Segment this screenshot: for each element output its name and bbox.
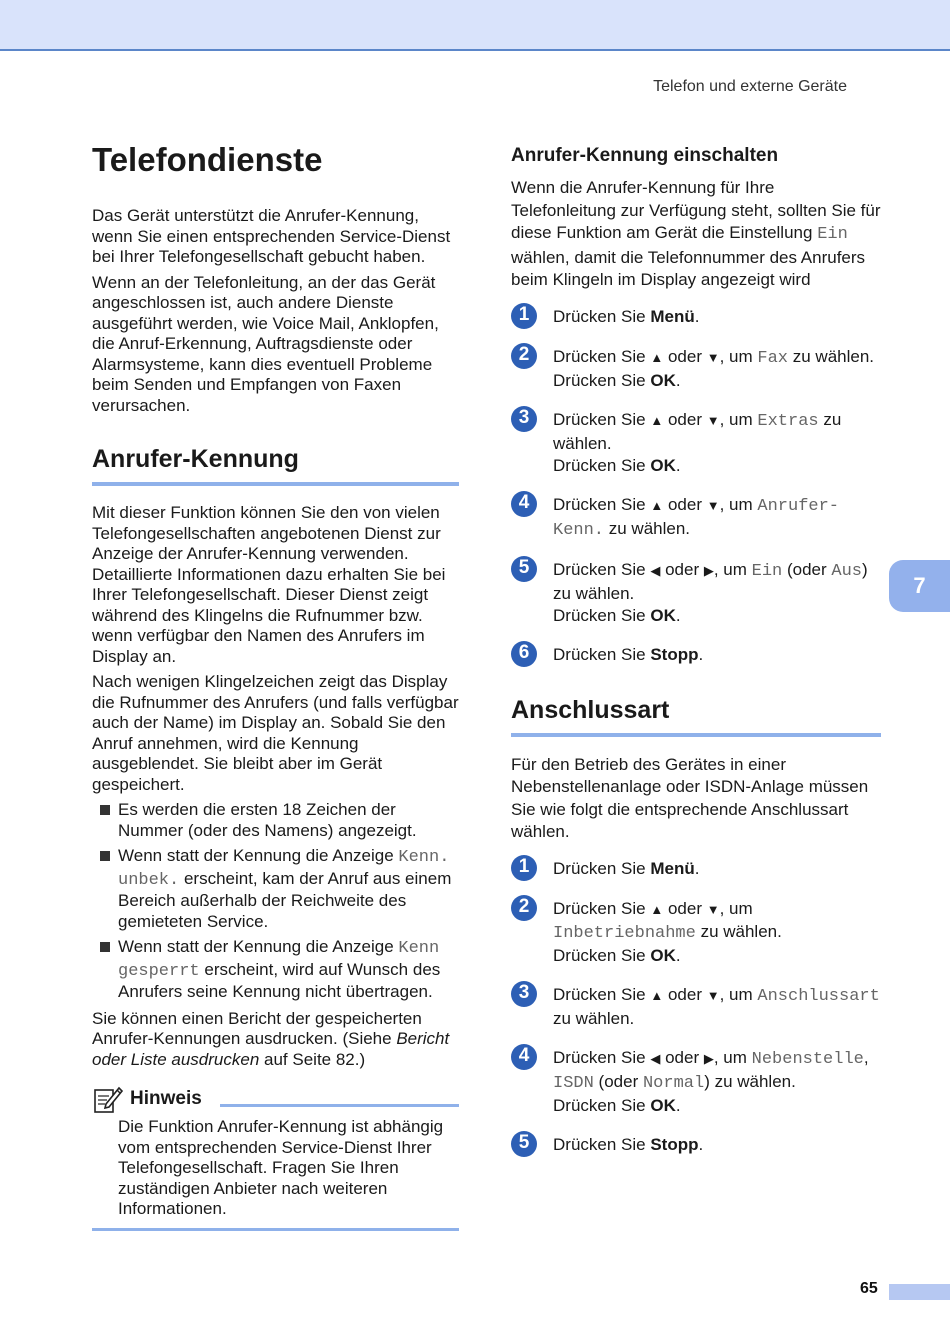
step-number-badge: 3 bbox=[511, 981, 537, 1007]
step-item: 5 Drücken Sie ◀ oder ▶, um Ein (oder Aus) zu wählen. Drücken Sie OK. bbox=[511, 559, 881, 627]
right-arrow-icon: ▶ bbox=[703, 562, 714, 578]
step-number-badge: 2 bbox=[511, 895, 537, 921]
down-arrow-icon: ▼ bbox=[706, 987, 720, 1003]
key-label: Menü bbox=[650, 306, 695, 326]
step-number-badge: 4 bbox=[511, 491, 537, 517]
display-text: Ein bbox=[751, 561, 783, 581]
display-text: Normal bbox=[642, 1073, 705, 1093]
up-arrow-icon: ▲ bbox=[650, 349, 664, 365]
display-text: Aus bbox=[831, 561, 863, 581]
note-title: Hinweis bbox=[130, 1087, 202, 1109]
bullet-list bbox=[92, 800, 459, 1003]
sub-intro-paragraph: Wenn die Anrufer-Kennung für Ihre Telefonleitung zur Verfügung steht, sollten Sie für diese Funktion am Gerät die Einstellung Ein wählen, damit die Telefonnummer des Anrufers beim Klingeln im Display angezeigt wird bbox=[511, 178, 881, 289]
chapter-tab[interactable]: 7 bbox=[889, 560, 950, 612]
display-text: Extras bbox=[757, 411, 819, 431]
section-heading-anrufer-kennung: Anrufer-Kennung bbox=[92, 444, 459, 486]
display-text: Anschlussart bbox=[757, 986, 880, 1006]
display-text: Nebenstelle bbox=[751, 1049, 864, 1069]
up-arrow-icon: ▲ bbox=[650, 497, 664, 513]
display-text: Kenn gesperrt bbox=[118, 939, 440, 981]
step-number-badge: 5 bbox=[511, 1131, 537, 1157]
step-number-badge: 5 bbox=[511, 556, 537, 582]
down-arrow-icon: ▼ bbox=[706, 497, 720, 513]
cross-reference-link[interactable]: Bericht oder Liste ausdrucken bbox=[92, 1029, 450, 1069]
intro-paragraph-1: Das Gerät unterstützt die Anrufer-Kennung, wenn Sie einen entsprechenden Service-Dienst bei Ihrer Telefongesellschaft gebucht haben. bbox=[92, 206, 451, 266]
square-bullet-icon bbox=[100, 805, 110, 815]
page-title: Telefondienste bbox=[92, 141, 323, 178]
step-item: 2 Drücken Sie ▲ oder ▼, um Inbetriebnahme zu wählen. Drücken Sie OK. bbox=[511, 898, 881, 967]
steps-list-anschlussart bbox=[511, 858, 881, 1157]
list-item: Wenn statt der Kennung die Anzeige Kenn. unbek. erscheint, kam der Anruf aus einem Bereich außerhalb der Reichweite des gemieteten Service. bbox=[92, 846, 459, 932]
step-number-badge: 1 bbox=[511, 855, 537, 881]
step-item: 1 Drücken Sie Menü. bbox=[511, 306, 881, 329]
left-arrow-icon: ◀ bbox=[650, 1050, 661, 1066]
anschlussart-intro: Für den Betrieb des Gerätes in einer Nebenstellenanlage oder ISDN-Anlage müssen Sie wie folgt die entsprechende Anschlussart wählen. bbox=[511, 754, 869, 841]
step-number-badge: 4 bbox=[511, 1044, 537, 1070]
step-number-badge: 6 bbox=[511, 641, 537, 667]
note-divider bbox=[92, 1228, 459, 1231]
display-text: Ein bbox=[817, 225, 848, 244]
key-label: Stopp bbox=[650, 644, 699, 664]
note-body: Die Funktion Anrufer-Kennung ist abhängig vom entsprechenden Service-Dienst Ihrer Telefongesellschaft. Fragen Sie Ihren zuständigen Anbieter nach weiteren Informationen. bbox=[118, 1117, 444, 1218]
display-text: Fax bbox=[757, 348, 788, 368]
section-paragraph-1: Mit dieser Funktion können Sie den von vielen Telefongesellschaften angebotenen Dienst zur Anzeige der Anrufer-Kennung verwenden. Detaillierte Informationen dazu erhalten Sie bei Ihrer Telefongesellschaft. Dieser Dienst zeigt während des Klingelns die Rufnummer bzw. wenn verfügbar den Namen des Anrufers im Display an. bbox=[92, 503, 446, 666]
down-arrow-icon: ▼ bbox=[706, 412, 720, 428]
key-label: OK bbox=[650, 945, 676, 965]
left-arrow-icon: ◀ bbox=[650, 562, 661, 578]
list-item: Es werden die ersten 18 Zeichen der Nummer (oder des Namens) angezeigt. bbox=[92, 800, 459, 841]
up-arrow-icon: ▲ bbox=[650, 901, 664, 917]
footer-bar bbox=[889, 1284, 950, 1300]
key-label: Menü bbox=[650, 858, 695, 878]
key-label: OK bbox=[650, 605, 676, 625]
step-item: 4 Drücken Sie ◀ oder ▶, um Nebenstelle, ISDN (oder Normal) zu wählen. Drücken Sie OK. bbox=[511, 1047, 881, 1117]
steps-list-caller-id bbox=[511, 306, 881, 667]
step-number-badge: 2 bbox=[511, 343, 537, 369]
square-bullet-icon bbox=[100, 851, 110, 861]
down-arrow-icon: ▼ bbox=[706, 349, 720, 365]
intro-paragraph-2: Wenn an der Telefonleitung, an der das Gerät angeschlossen ist, auch andere Dienste ausgeführt werden, wie Voice Mail, Anklopfen, die Anruf-Erkennung, Auftragsdienste oder Alarmsysteme, kann dies eventuell Probleme beim Senden und Empfangen von Faxen verursachen. bbox=[92, 272, 439, 415]
header-band bbox=[0, 0, 950, 51]
closing-paragraph: Sie können einen Bericht der gespeicherten Anrufer-Kennungen ausdrucken. (Siehe Bericht oder Liste ausdrucken auf Seite 82.) bbox=[92, 1008, 450, 1069]
section-paragraph-2: Nach wenigen Klingelzeichen zeigt das Display die Rufnummer des Anrufers (und falls verfügbar auch der Name) im Display an. Sobald Sie den Anruf annehmen, wird die Kennung ausgeblendet. Sie bleibt aber im Gerät gespeichert. bbox=[92, 672, 459, 794]
step-number-badge: 3 bbox=[511, 406, 537, 432]
left-column bbox=[92, 140, 459, 1231]
note-pencil-icon bbox=[92, 1084, 124, 1114]
display-text: Inbetriebnahme bbox=[553, 923, 696, 943]
key-label: OK bbox=[650, 370, 676, 390]
right-arrow-icon: ▶ bbox=[703, 1050, 714, 1066]
step-item: 5 Drücken Sie Stopp. bbox=[511, 1134, 881, 1157]
right-column bbox=[511, 144, 881, 1174]
step-item: 3 Drücken Sie ▲ oder ▼, um Extras zu wählen. Drücken Sie OK. bbox=[511, 409, 881, 477]
note-box bbox=[92, 1083, 459, 1231]
key-label: Stopp bbox=[650, 1134, 699, 1154]
up-arrow-icon: ▲ bbox=[650, 412, 664, 428]
running-title: Telefon und externe Geräte bbox=[653, 78, 847, 95]
step-item: 4 Drücken Sie ▲ oder ▼, um Anrufer-Kenn. zu wählen. bbox=[511, 494, 881, 542]
step-item: 2 Drücken Sie ▲ oder ▼, um Fax zu wählen. Drücken Sie OK. bbox=[511, 346, 881, 392]
page-number: 65 bbox=[860, 1280, 878, 1297]
display-text: Anrufer-Kenn. bbox=[553, 496, 840, 540]
sub-heading: Anrufer-Kennung einschalten bbox=[511, 145, 779, 166]
up-arrow-icon: ▲ bbox=[650, 987, 664, 1003]
key-label: OK bbox=[650, 1095, 676, 1115]
step-item: 6 Drücken Sie Stopp. bbox=[511, 644, 881, 667]
display-text: ISDN bbox=[553, 1073, 594, 1093]
square-bullet-icon bbox=[100, 942, 110, 952]
down-arrow-icon: ▼ bbox=[706, 901, 720, 917]
step-item: 1 Drücken Sie Menü. bbox=[511, 858, 881, 881]
note-divider bbox=[220, 1104, 459, 1107]
section-heading-anschlussart: Anschlussart bbox=[511, 695, 881, 737]
step-item: 3 Drücken Sie ▲ oder ▼, um Anschlussart zu wählen. bbox=[511, 984, 881, 1030]
list-item: Wenn statt der Kennung die Anzeige Kenn gesperrt erscheint, wird auf Wunsch des Anrufers seine Kennung nicht übertragen. bbox=[92, 937, 459, 1003]
step-number-badge: 1 bbox=[511, 303, 537, 329]
key-label: OK bbox=[650, 455, 676, 475]
display-text: Kenn. unbek. bbox=[118, 848, 450, 890]
